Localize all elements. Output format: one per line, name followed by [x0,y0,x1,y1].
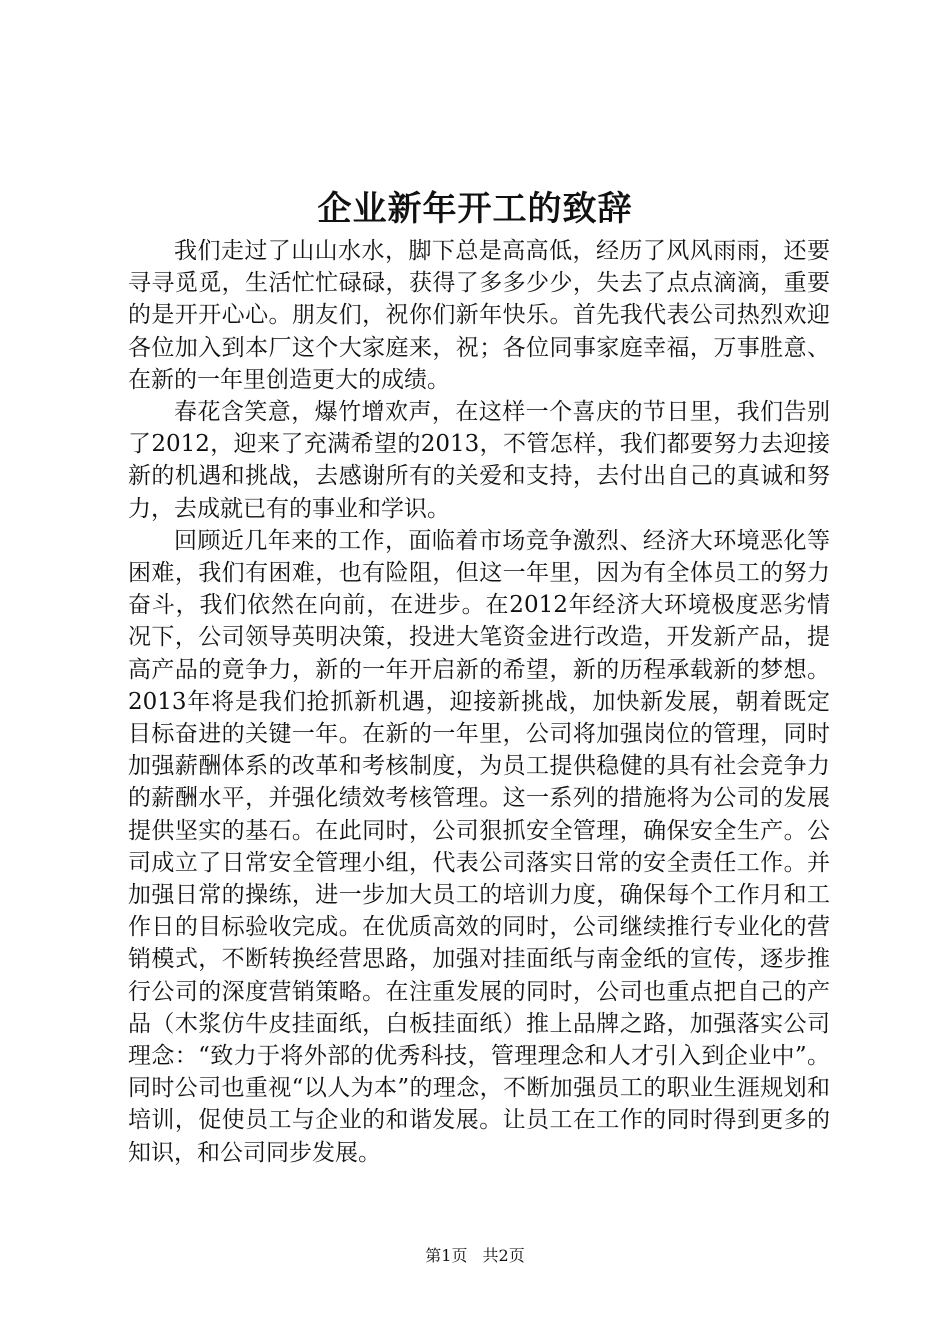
page-number-current: 第1页 [425,1246,468,1265]
page-number-total: 共2页 [482,1246,525,1265]
body-paragraph-2: 春花含笑意，爆竹增欢声，在这样一个喜庆的节日里，我们告别了2012，迎来了充满希望的2013，不管怎样，我们都要努力去迎接新的机遇和挑战，去感谢所有的关爱和支持，去付出自己的真诚和努力，去成就已有的事业和学识。 [128,399,830,522]
document-title: 企业新年开工的致辞 [317,189,633,229]
page-footer [0,1245,950,1267]
body-paragraph-3: 回顾近几年来的工作，面临着市场竞争激烈、经济大环境恶化等困难，我们有困难，也有险阻，但这一年里，因为有全体员工的努力奋斗，我们依然在向前，在进步。在2012年经济大环境极度恶劣情况下，公司领导英明决策，投进大笔资金进行改造，开发新产品，提高产品的竟争力，新的一年开启新的希望，新的历程承载新的梦想。2013年将是我们抢抓新机遇，迎接新挑战，加快新发展，朝着既定目标奋进的关键一年。在新的一年里，公司将加强岗位的管理，同时加强薪酬体系的改革和考核制度，为员工提供稳健的具有社会竞争力的薪酬水平，并强化绩效考核管理。这一系列的措施将为公司的发展提供坚实的基石。在此同时，公司狠抓安全管理，确保安全生产。公司成立了日常安全管理小组，代表公司落实日常的安全责任工作。并加强日常的操练，进一步加大员工的培训力度，确保每个工作月和工作日的目标验收完成。在优质高效的同时，公司继续推行专业化的营销模式，不断转换经营思路，加强对挂面纸与南金纸的宣传，逐步推行公司的深度营销策略。在注重发展的同时，公司也重点把自己的产品（木浆仿牛皮挂面纸，白板挂面纸）推上品牌之路，加强落实公司理念：“致力于将外部的优秀科技，管理理念和人才引入到企业中”。同时公司也重视“以人为本”的理念，不断加强员工的职业生涯规划和培训，促使员工与企业的和谐发展。让员工在工作的同时得到更多的知识，和公司同步发展。 [128,527,830,1166]
body-paragraph-1: 我们走过了山山水水，脚下总是高高低，经历了风风雨雨，还要寻寻觅觅，生活忙忙碌碌，获得了多多少少，失去了点点滴滴，重要的是开开心心。朋友们，祝你们新年快乐。首先我代表公司热烈欢迎各位加入到本厂这个大家庭来，祝；各位同事家庭幸福，万事胜意、在新的一年里创造更大的成绩。 [128,238,830,393]
document-body [128,235,830,1169]
